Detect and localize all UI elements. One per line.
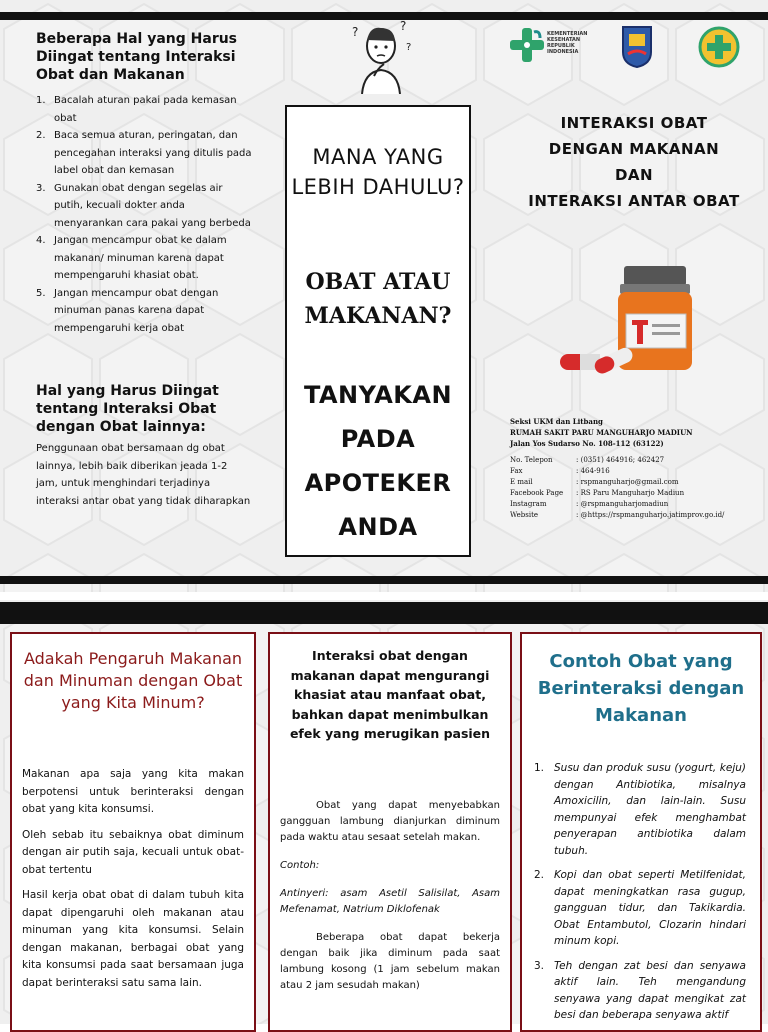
list-item: 1. Susu dan produk susu (yogurt, keju) dengan Antibiotika, misalnya Amoxicilin, dan lain-lain. Susu mempunyai efek menghambat penyerapan antibiotika dalam tubuh. <box>534 762 746 857</box>
list-item: 2. Baca semua aturan, peringatan, dan pencegahan interaksi yang ditulis pada label obat dan kemasan <box>36 130 252 176</box>
list-item: 1. Bacalah aturan pakai pada kemasan obat <box>36 95 237 124</box>
medicine-bottle-icon <box>552 262 712 382</box>
org-line: Seksi UKM dan Litbang <box>510 417 603 426</box>
panel-title: Contoh Obat yang Berinteraksi dengan Makanan <box>537 651 745 726</box>
title-line: DENGAN MAKANAN <box>548 140 720 158</box>
jatim-emblem-icon <box>620 24 654 68</box>
contact-row: Website : @https://rspmanguharjo.jatimprov.go.id/ <box>510 511 725 519</box>
examples-list <box>534 760 746 1032</box>
panel-title: Adakah Pengaruh Makanan dan Minuman dengan Obat yang Kita Minum? <box>23 649 243 712</box>
paragraph: Obat yang dapat menyebabkan gangguan lambung dianjurkan diminum pada waktu atau sesaat setelah makan. <box>280 800 500 843</box>
org-line: Jalan Yos Sudarso No. 108-112 (63122) <box>510 439 664 448</box>
example-label: Contoh: <box>280 860 320 871</box>
bottom-bar <box>0 576 768 584</box>
contact-row: Facebook Page : RS Paru Manguharjo Madiun <box>510 489 685 497</box>
title-line: INTERAKSI OBAT <box>560 114 708 132</box>
kemenkes-logo-icon <box>510 26 544 64</box>
ask-pharmacist-text: TANYAKAN PADA APOTEKER ANDA <box>303 381 453 541</box>
contact-row: No. Telepon : (0351) 464916; 462427 <box>510 456 665 464</box>
kemenkes-logo-text: KEMENTERIAN KESEHATAN REPUBLIK INDONESIA <box>547 31 588 55</box>
title-line: DAN <box>614 166 654 184</box>
svg-text:?: ? <box>400 19 407 33</box>
example-text: Antinyeri: asam Asetil Salisilat, Asam Mefenamat, Natrium Diklofenak <box>280 888 500 915</box>
heading-drug-interaction: Hal yang Harus Diingat tentang Interaksi Obat dengan Obat lainnya: <box>36 383 219 435</box>
hospital-emblem-icon <box>698 26 740 68</box>
svg-text:?: ? <box>352 25 359 39</box>
header-bar <box>0 602 768 624</box>
paragraph: Beberapa obat dapat bekerja dengan baik jika diminum pada saat lambung kosong (1 jam sebelum makan atau 2 jam sesudah makan) <box>280 932 500 991</box>
list-item: 2. Kopi dan obat seperti Metilfenidat, dapat meningkatkan rasa gugup, gangguan tidur, dan Takikardia. Obat Entambutol, Clozarin hindari minum kopi. <box>534 869 746 947</box>
options-text: OBAT ATAU MAKANAN? <box>304 269 452 329</box>
contact-info <box>510 416 768 521</box>
panel-body <box>280 798 500 1006</box>
interaction-effect-panel <box>268 632 512 1032</box>
thinking-person-icon <box>348 16 418 94</box>
list-item: 3. Teh dengan zat besi dan senyawa aktif lain. Teh mengandung senyawa yang dapat mengikat zat besi dan beberapa senyawa aktif <box>534 959 746 1021</box>
panel-body <box>22 766 244 1000</box>
list-item: 4. Jangan mencampur obat ke dalam makanan/ minuman karena dapat mempengaruhi khasiat obat. <box>36 235 227 281</box>
drug-interaction-text: Penggunaan obat bersamaan dg obat lainnya, lebih baik diberikan jeada 1-2 jam, untuk menghindari terjadinya interaksi antar obat yang tidak diharapkan <box>36 443 251 507</box>
paragraph: Oleh sebab itu sebaiknya obat diminum dengan air putih saja, kecuali untuk obat-obat tertentu <box>22 828 244 876</box>
examples-panel <box>520 632 762 1032</box>
list-item: 5. Jangan mencampur obat dengan minuman panas karena dapat mempengaruhi kerja obat <box>36 287 219 334</box>
paragraph: Hasil kerja obat obat di dalam tubuh kita dapat dipengaruhi oleh makanan atau minuman yang kita konsumsi. Selain dengan makanan, berbagai obat yang kita konsumsi pada saat bersamaan juga dapat berinteraksi satu sama lain. <box>22 889 244 989</box>
question-text: MANA YANG LEBIH DAHULU? <box>291 145 465 199</box>
title-line: INTERAKSI ANTAR OBAT <box>528 192 740 210</box>
question-panel <box>285 105 471 557</box>
list-item: 3. Gunakan obat dengan segelas air putih, kecuali dokter anda menyarankan cara pakai yang berbeda <box>36 182 251 229</box>
tips-list <box>36 92 252 337</box>
contact-row: E mail : rspmanguharjo@gmail.com <box>510 478 679 486</box>
heading-food-interaction: Beberapa Hal yang Harus Diingat tentang Interaksi Obat dan Makanan <box>36 31 238 83</box>
org-line: RUMAH SAKIT PARU MANGUHARJO MADIUN <box>510 428 693 437</box>
contact-row: Instagram : @rspmanguharjomadiun <box>510 500 669 508</box>
svg-text:?: ? <box>406 42 412 53</box>
brochure-title <box>500 110 768 214</box>
contact-row: Fax : 464-916 <box>510 467 610 475</box>
panel-title: Interaksi obat dengan makanan dapat mengurangi khasiat atau manfaat obat, bahkan dapat menimbulkan efek yang merugikan pasien <box>289 648 491 741</box>
food-effect-panel <box>10 632 256 1032</box>
paragraph: Makanan apa saja yang kita makan berpotensi untuk berinteraksi dengan obat yang kita konsumsi. <box>22 768 244 815</box>
